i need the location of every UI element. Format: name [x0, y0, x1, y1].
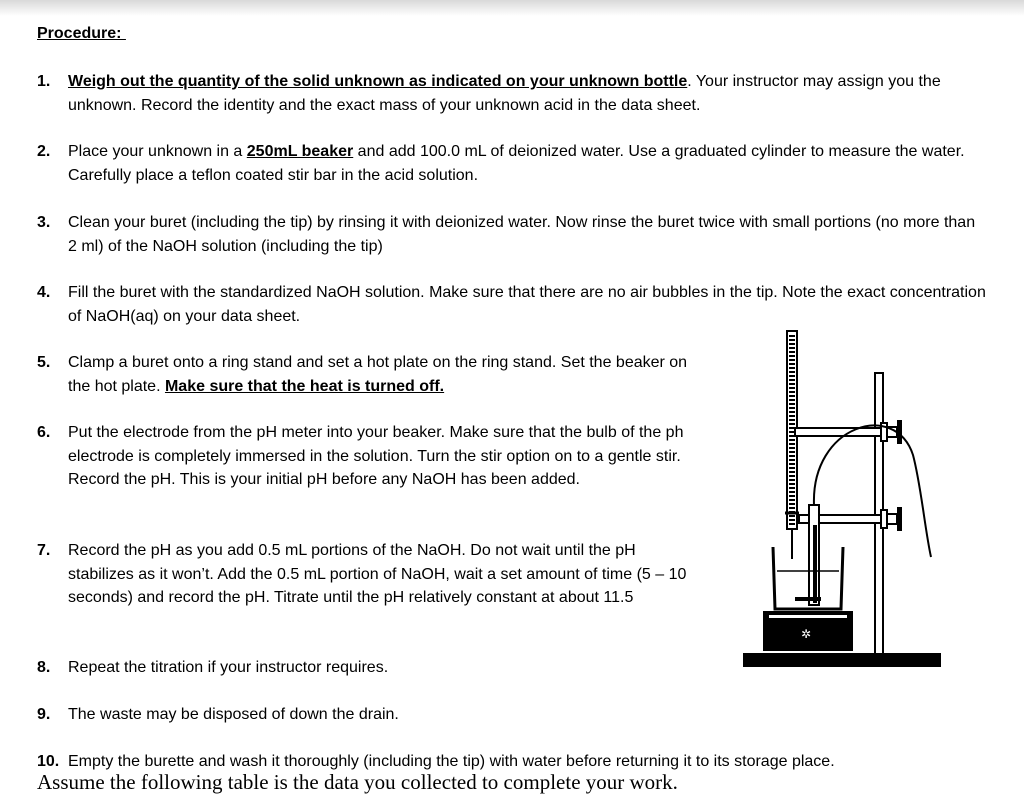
- step-text: Fill the buret with the standardized NaOH solution. Make sure that there are no air bubbles in the tip. Note the exact concentration of NaOH(aq) on your data sheet.: [68, 284, 986, 325]
- procedure-step: [37, 421, 697, 492]
- buret: [785, 331, 799, 559]
- procedure-step: [37, 539, 702, 610]
- procedure-step: [37, 70, 987, 117]
- procedure-step: [37, 140, 987, 187]
- step-number: 9.: [37, 706, 51, 723]
- procedure-heading: Procedure:: [37, 25, 126, 42]
- step-number: 3.: [37, 214, 51, 231]
- step-text: Put the electrode from the pH meter into your beaker. Make sure that the bulb of the ph electrode is completely immersed in the solution. Turn the stir option on to a gentle stir. Record the pH. This is your initial pH before any NaOH has been added.: [68, 424, 684, 488]
- ring-stand-base: [743, 653, 941, 667]
- procedure-step: [37, 656, 697, 680]
- step-number: 6.: [37, 424, 51, 441]
- step-number: 7.: [37, 542, 51, 559]
- step-number: 2.: [37, 143, 51, 160]
- table-intro-text: Assume the following table is the data you collected to complete your work.: [37, 770, 678, 794]
- step-emphasis: Weigh out the quantity of the solid unknown as indicated on your unknown bottle: [68, 73, 688, 90]
- hot-plate-dial-icon: ✲: [801, 627, 812, 641]
- step-text: Place your unknown in a 250mL beaker and add 100.0 mL of deionized water. Use a graduated cylinder to measure the water. Carefully place a teflon coated stir bar in the acid solution.: [68, 143, 965, 184]
- step-emphasis: Make sure that the heat is turned off.: [164, 377, 445, 395]
- step-text: Empty the burette and wash it thoroughly (including the tip) with water before returning it to its storage place.: [68, 753, 835, 770]
- step-text: Clean your buret (including the tip) by rinsing it with deionized water. Now rinse the buret twice with small portions (no more than 2 ml) of the NaOH solution (including the tip): [68, 214, 976, 255]
- step-text: Clamp a buret onto a ring stand and set a hot plate on the ring stand. Set the beaker on the hot plate. Make sure that the heat is turned off.: [68, 354, 688, 395]
- step-text: Repeat the titration if your instructor requires.: [68, 659, 389, 676]
- procedure-step: [37, 211, 987, 258]
- step-text: The waste may be disposed of down the drain.: [68, 706, 399, 723]
- procedure-step: [37, 703, 697, 727]
- step-emphasis: 250mL beaker: [246, 143, 354, 160]
- step-number: 10.: [37, 753, 60, 770]
- procedure-step: [37, 351, 697, 398]
- step-number: 5.: [37, 354, 51, 371]
- step-text: Record the pH as you add 0.5 mL portions of the NaOH. Do not wait until the pH stabilizes as it won’t. Add the 0.5 mL portion of NaOH, wait a set amount of time (5 – 10 seconds) and record the pH. Titrate until the pH relatively constant at about 11.5: [68, 542, 687, 606]
- step-number: 8.: [37, 659, 51, 676]
- hot-plate: [763, 611, 853, 651]
- titration-apparatus-illustration: [735, 325, 955, 673]
- step-text: Weigh out the quantity of the solid unknown as indicated on your unknown bottle. Your instructor may assign you the unknown. Record the identity and the exact mass of your unknown acid in the data sheet.: [68, 73, 941, 114]
- step-number: 1.: [37, 73, 51, 90]
- procedure-step: [37, 281, 987, 328]
- step-number: 4.: [37, 284, 51, 301]
- page-top-shade: [0, 0, 1024, 16]
